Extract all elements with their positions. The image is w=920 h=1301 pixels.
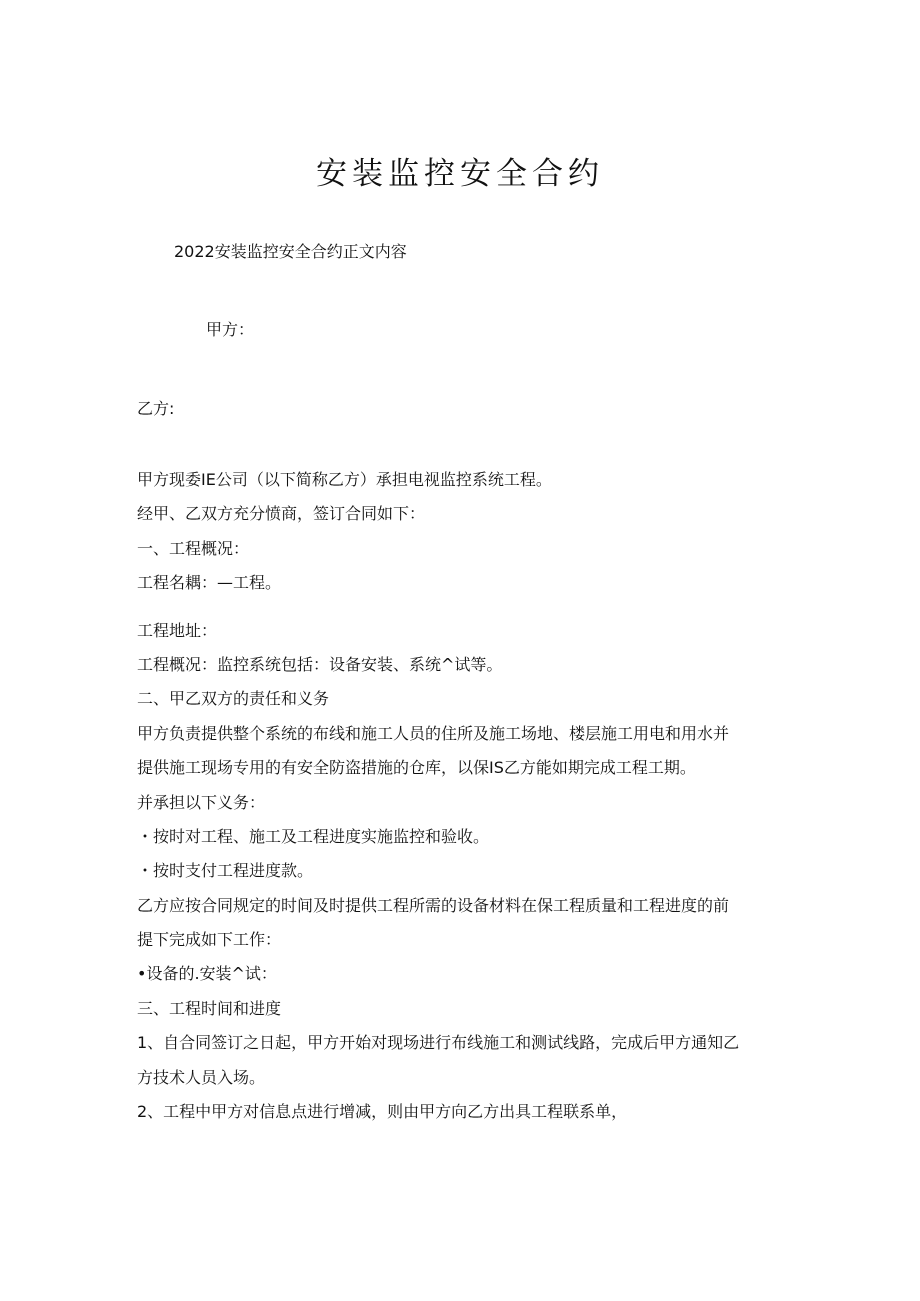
numbered-item: 1、自合同签订之日起，甲方开始对现场进行布线施工和测试线路，完成后甲方通知乙 bbox=[137, 1033, 740, 1053]
bullet-item: ・按时支付工程进度款。 bbox=[137, 861, 314, 881]
body-paragraph: 提下完成如下工作： bbox=[137, 930, 282, 950]
bullet-item: •设备的.安装^试： bbox=[137, 964, 277, 984]
project-name-line: 工程名耦：—工程。 bbox=[137, 573, 282, 593]
body-paragraph: 并承担以下义务： bbox=[137, 792, 266, 812]
body-paragraph: 乙方应按合同规定的时间及时提供工程所需的设备材料在保工程质量和工程进度的前 bbox=[137, 895, 730, 915]
numbered-item-continuation: 方技术人员入场。 bbox=[137, 1067, 266, 1087]
party-b-label: 乙方: bbox=[137, 399, 175, 418]
body-paragraph: 提供施工现场专用的有安全防盗措施的仓库，以保IS乙方能如期完成工程工期。 bbox=[137, 758, 696, 778]
body-paragraph: 经甲、乙双方充分愤商，签订合同如下： bbox=[137, 504, 426, 524]
section-heading: 一、工程概况： bbox=[137, 538, 250, 558]
project-overview-line: 工程概况：监控系统包括：设备安装、系统^试等。 bbox=[137, 654, 503, 674]
body-paragraph: 甲方现委IE公司（以下简称乙方）承担电视监控系统工程。 bbox=[137, 470, 552, 489]
section-heading: 三、工程时间和进度 bbox=[137, 998, 282, 1018]
body-paragraph: 甲方负责提供整个系统的布线和施工人员的住所及施工场地、楼层施工用电和用水并 bbox=[137, 723, 730, 743]
numbered-item: 2、工程中甲方对信息点进行增减，则由甲方向乙方出具工程联系单， bbox=[137, 1102, 628, 1122]
contract-body bbox=[137, 463, 787, 1129]
party-a-label: 甲方： bbox=[206, 320, 255, 339]
document-subtitle: 2022安装监控安全合约正文内容 bbox=[174, 242, 407, 261]
bullet-item: ・按时对工程、施工及工程进度实施监控和验收。 bbox=[137, 826, 490, 846]
document-title: 安装监控安全合约 bbox=[316, 156, 604, 192]
section-heading: 二、甲乙双方的责任和义务 bbox=[137, 689, 330, 709]
project-address-line: 工程地址： bbox=[137, 620, 218, 640]
